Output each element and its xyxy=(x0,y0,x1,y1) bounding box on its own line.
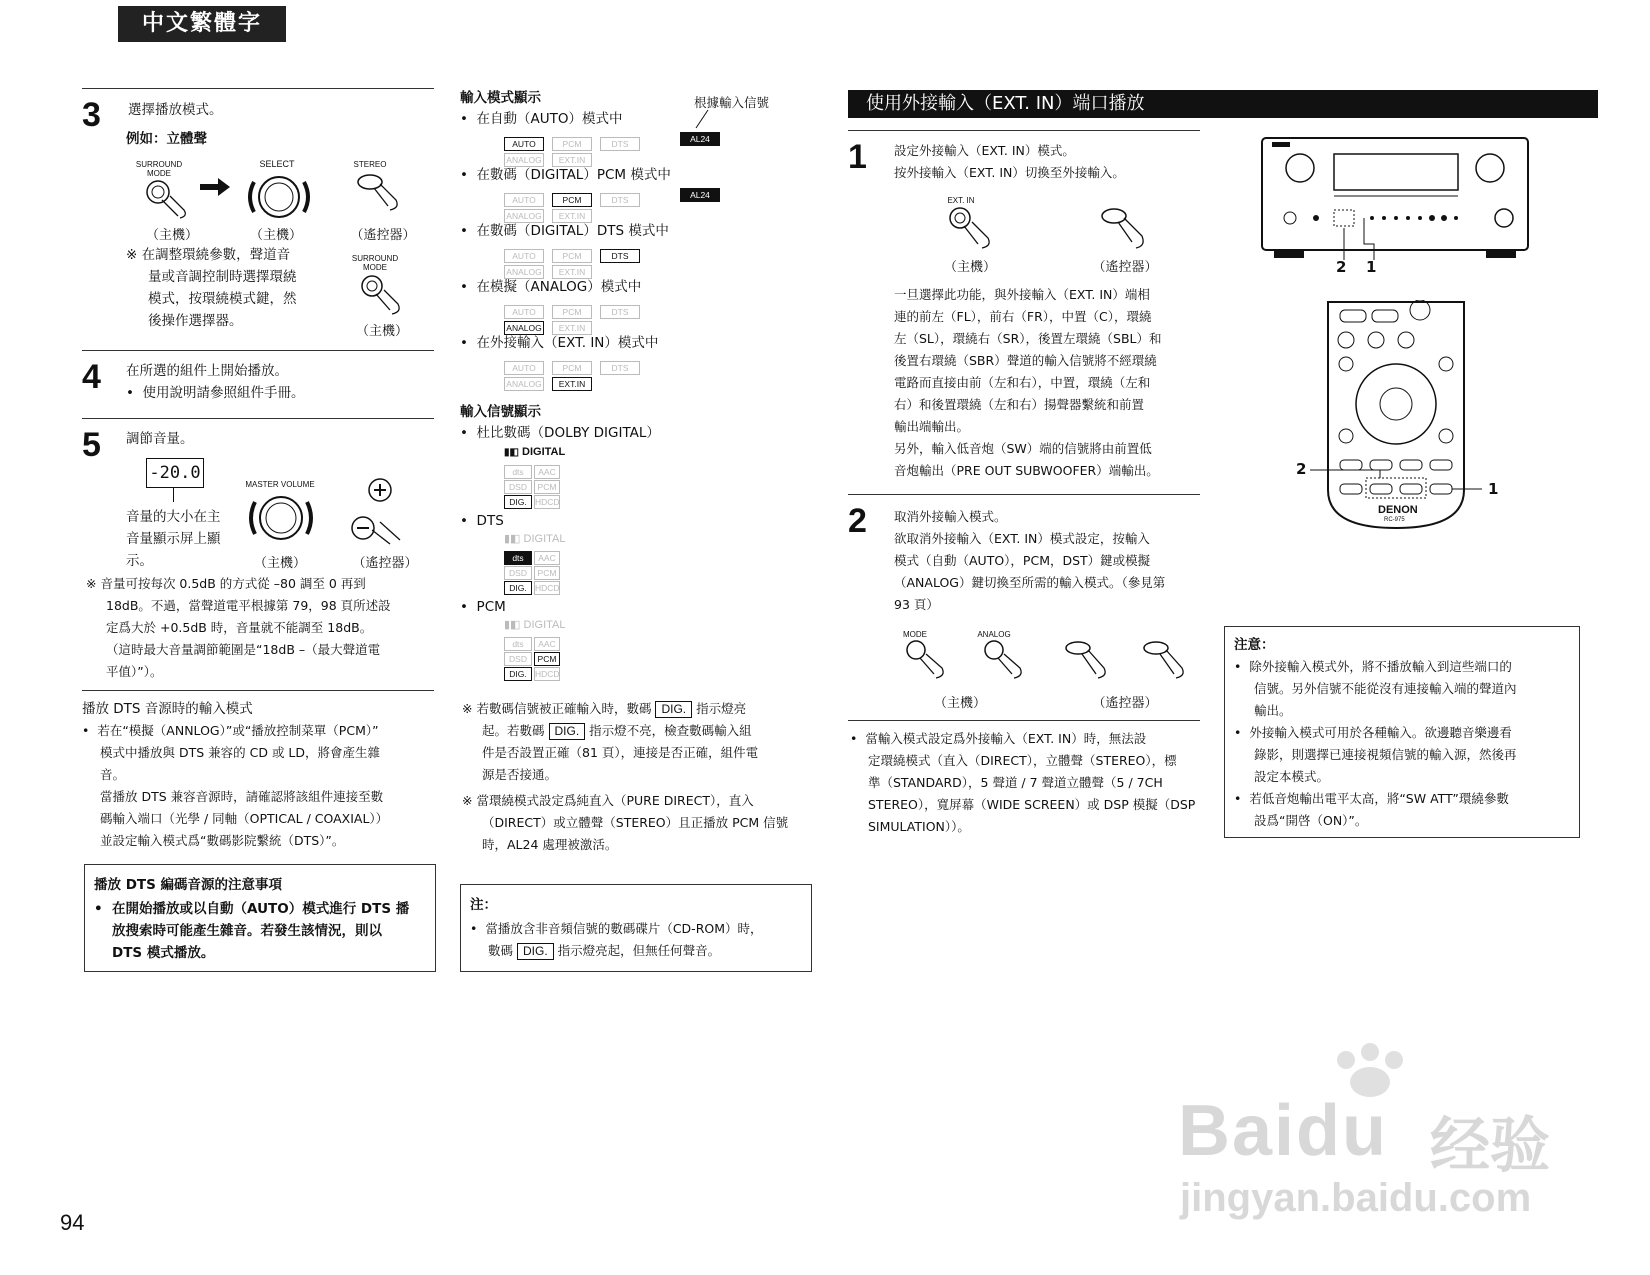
step1-desc-line: 音炮輸出（PRE OUT SUBWOOFER）端輸出。 xyxy=(894,463,1159,478)
signal-label: PCM xyxy=(476,599,506,615)
callout-number: 2 xyxy=(1296,460,1307,478)
caution-line: 放搜索時可能產生雜音。若發生該情況，則以 xyxy=(112,923,382,939)
step3-note-line: 模式，按環繞模式鍵，然 xyxy=(148,291,297,307)
divider xyxy=(848,130,1200,131)
caption-main-unit: （主機） xyxy=(249,228,302,243)
ind-extin: EXT.IN xyxy=(552,321,592,335)
indicator-row xyxy=(504,372,600,389)
note-text: 指示燈不亮，檢查數碼輸入組 xyxy=(589,723,752,738)
ext-in-label: EXT. IN xyxy=(947,196,975,205)
dts-line: • 若在“模擬（ANNLOG）”或“播放控制菜單（PCM）” xyxy=(82,723,379,738)
callout-number: 1 xyxy=(1488,480,1499,498)
step-number-5: 5 xyxy=(82,426,101,464)
step2-line: 93 頁） xyxy=(894,597,939,612)
note-box-line xyxy=(488,940,720,962)
callout-number: 2 xyxy=(1336,258,1347,276)
remote-analog-button-press-icon xyxy=(1142,640,1194,680)
arrow-right-icon xyxy=(198,176,232,198)
dts-line: 碼輸入端口（光學 / 同軸（OPTICAL / COAXIAL）） xyxy=(100,811,389,826)
remote-model: RC-975 xyxy=(1384,517,1405,523)
step2-line: 欲取消外接輸入（EXT. IN）模式設定，按輸入 xyxy=(894,531,1150,546)
note-box-title: 注： xyxy=(470,897,497,913)
ind-pcm: PCM xyxy=(552,137,592,151)
step4-text: 在所選的組件上開始播放。 xyxy=(126,363,288,379)
step5-note-line: （這時最大音量調節範圍是“18dB –（最大聲道電 xyxy=(106,642,381,657)
dts-line-text: 若在“模擬（ANNLOG）”或“播放控制菜單（PCM）” xyxy=(97,723,379,738)
ind-aac: AAC xyxy=(534,551,560,565)
remote-control-illustration xyxy=(1310,300,1482,532)
ind-auto: AUTO xyxy=(504,137,544,151)
note-text: 起。若數碼 xyxy=(482,723,545,738)
caution-title: 注意： xyxy=(1234,637,1275,653)
indicator-row xyxy=(504,561,568,578)
button-press-icon xyxy=(140,178,200,220)
step1-desc-line: 連的前左（FL），前右（FR），中置（C），環繞 xyxy=(894,309,1152,324)
ind-dsd: DSD xyxy=(504,652,532,666)
ind-hdcd: HDCD xyxy=(535,497,560,507)
caution-line: DTS 模式播放。 xyxy=(112,945,215,961)
step5-note-line: 18dB。不過，當聲道電平根據第 79，98 頁所述設 xyxy=(106,598,391,613)
right-bullet-line: 定環繞模式（直入（DIRECT），立體聲（STEREO），標 xyxy=(868,753,1177,768)
volume-plus-minus-icon xyxy=(350,478,420,548)
step1-desc-line: 另外，輸入低音炮（SW）端的信號將由前置低 xyxy=(894,441,1152,456)
ind-hdcd: HDCD xyxy=(535,583,560,593)
ind-dsd: DSD xyxy=(504,480,532,494)
step4-bullet: • 使用說明請參照組件手冊。 xyxy=(126,385,305,401)
ind-pcm: PCM xyxy=(534,480,560,494)
remote-ext-in-button-press-icon xyxy=(1098,206,1154,252)
indicator-row xyxy=(504,647,568,664)
ind-pcm: PCM xyxy=(552,249,592,263)
note-text: 指示燈亮 xyxy=(696,701,747,716)
signal-label: 杜比數碼（DOLBY DIGITAL） xyxy=(476,425,660,441)
dolby-digital-logo: ▮◧ DIGITAL xyxy=(504,619,566,631)
display-caption-line: 音量的大小在主 xyxy=(126,509,221,525)
dd-text: DIGITAL xyxy=(523,533,566,545)
divider xyxy=(82,690,434,691)
dd-text: DIGITAL xyxy=(522,446,566,458)
ind-auto: AUTO xyxy=(504,249,544,263)
remote-brand: DENON xyxy=(1378,504,1418,516)
mode-digital-dts: • 在數碼（DIGITAL）DTS 模式中 xyxy=(460,223,669,239)
mode-digital-pcm: • 在數碼（DIGITAL）PCM 模式中 xyxy=(460,167,671,183)
remote-mode-button-press-icon xyxy=(1064,640,1116,680)
middle-note-line: （DIRECT）或立體聲（STEREO）且正播放 PCM 信號 xyxy=(482,815,789,830)
indicator-row xyxy=(504,132,648,149)
indicator-row xyxy=(504,148,600,165)
step5-note-line: 平值）”）。 xyxy=(106,664,163,679)
indicator-row xyxy=(504,475,568,492)
watermark-url: jingyan.baidu.com xyxy=(1180,1176,1532,1220)
dig-indicator: DIG. xyxy=(549,723,586,740)
ind-pcm: PCM xyxy=(552,361,592,375)
caution-text: 除外接輸入模式外，將不播放輸入到這些端口的 xyxy=(1249,659,1512,674)
caption-main-unit: （主機） xyxy=(943,260,996,275)
indicator-row xyxy=(504,316,600,333)
analog-button-press-icon xyxy=(980,640,1032,680)
ind-extin: EXT.IN xyxy=(552,377,592,391)
note-text: 當播放含非音頻信號的數碼碟片（CD-ROM）時， xyxy=(485,921,763,936)
ind-extin: EXT.IN xyxy=(552,265,592,279)
caption-main-unit: （主機） xyxy=(145,228,198,243)
ind-dts: DTS xyxy=(600,361,640,375)
step1-line: 按外接輸入（EXT. IN）切換至外接輸入。 xyxy=(894,165,1125,180)
caption-remote: （遙控器） xyxy=(1092,696,1158,711)
page-number: 94 xyxy=(60,1210,85,1235)
volume-display: -20.0 xyxy=(146,458,204,488)
ind-dig: DIG. xyxy=(504,667,532,681)
select-label: SELECT xyxy=(259,159,295,169)
divider xyxy=(82,418,434,419)
indicator-row xyxy=(504,632,568,649)
step1-desc-line: 左（SL），環繞右（SR），後置左環繞（SBL）和 xyxy=(894,331,1162,346)
caution-line-text: 在開始播放或以自動（AUTO）模式進行 DTS 播 xyxy=(112,901,410,917)
dig-indicator: DIG. xyxy=(655,701,692,718)
ind-auto: AUTO xyxy=(504,305,544,319)
mode-analog: • 在模擬（ANALOG）模式中 xyxy=(460,279,642,295)
dig-indicator: DIG. xyxy=(517,943,554,960)
step5-note-line: ※ 音量可按每次 0.5dB 的方式從 –80 調至 0 再到 xyxy=(86,576,366,591)
right-bullet-line: STEREO），寬屏幕（WIDE SCREEN）或 DSP 模擬（DSP xyxy=(868,797,1196,812)
dolby-digital-logo: ▮◧ DIGITAL xyxy=(504,533,566,545)
stereo-label: STEREO xyxy=(353,160,387,169)
ind-pcm: PCM xyxy=(552,193,592,207)
button-press-icon xyxy=(358,274,410,316)
step-number-3: 3 xyxy=(82,96,101,134)
indicator-row xyxy=(504,576,568,593)
section-title-bar: 使用外接輸入（EXT. IN）端口播放 xyxy=(848,90,1598,118)
master-volume-label: MASTER VOLUME xyxy=(245,480,315,489)
watermark-brand: Baidu xyxy=(1178,1091,1389,1171)
mode-auto: • 在自動（AUTO）模式中 xyxy=(460,111,623,127)
signal-note: 根據輸入信號 xyxy=(694,95,770,110)
surround-mode-label: SURROUND MODE xyxy=(351,254,399,272)
middle-note-line: 件是否設置正確（81 頁），連接是否正確，組件電 xyxy=(482,745,759,760)
note-text: 指示燈亮起，但無任何聲音。 xyxy=(557,943,721,958)
step1-desc-line: 電路而直接由前（左和右），中置，環繞（左和 xyxy=(894,375,1151,390)
ext-in-button-press-icon xyxy=(946,206,1002,252)
select-knob-icon xyxy=(244,170,314,224)
dts-line: 當播放 DTS 兼容音源時，請確認將該組件連接至數 xyxy=(100,789,384,804)
ind-dts: DTS xyxy=(600,249,640,263)
mode-label: MODE xyxy=(903,630,927,639)
right-bullet-line: SIMULATION））。 xyxy=(868,819,970,834)
mode-ext-in: • 在外接輸入（EXT. IN）模式中 xyxy=(460,335,659,351)
step2-line: （ANALOG）鍵切換至所需的輸入模式。（參見第 xyxy=(894,575,1166,590)
step-number-1: 1 xyxy=(848,138,867,176)
mode-label: 在自動（AUTO）模式中 xyxy=(476,111,623,127)
analog-label: ANALOG xyxy=(977,630,1011,639)
caution-line: • 在開始播放或以自動（AUTO）模式進行 DTS 播 xyxy=(94,901,410,917)
display-caption-line: 音量顯示屏上顯 xyxy=(126,531,221,547)
ind-pcm: PCM xyxy=(534,652,560,666)
step2-line: 取消外接輸入模式。 xyxy=(894,509,1007,524)
caution-item-line: 設定本模式。 xyxy=(1254,769,1330,784)
ind-analog: ANALOG xyxy=(504,209,544,223)
ind-pcm: PCM xyxy=(534,566,560,580)
caption-main-unit: （主機） xyxy=(355,324,408,339)
ind-analog: ANALOG xyxy=(504,321,544,335)
ind-aac: AAC xyxy=(534,637,560,651)
ind-extin: EXT.IN xyxy=(552,153,592,167)
input-mode-title: 輸入模式顯示 xyxy=(460,90,541,106)
caution-item-line: 錄影，則選擇已連接視頻信號的輸入源，然後再 xyxy=(1254,747,1517,762)
ind-al24: AL24 xyxy=(680,132,720,146)
step1-desc-line: 輸出端輸出。 xyxy=(894,419,970,434)
caution-item-line: 信號。另外信號不能從沒有連接輸入端的聲道內 xyxy=(1254,681,1517,696)
mode-label: 在模擬（ANALOG）模式中 xyxy=(476,279,642,295)
ind-dsd: DSD xyxy=(504,566,532,580)
middle-note-line xyxy=(482,720,752,742)
ind-analog: ANALOG xyxy=(504,153,544,167)
step2-line: 模式（自動（AUTO），PCM，DST）鍵或模擬 xyxy=(894,553,1151,568)
step1-desc-line: 後置右環繞（SBR）聲道的輸入信號將不經環繞 xyxy=(894,353,1157,368)
caption-main-unit: （主機） xyxy=(933,696,986,711)
mode-button-press-icon xyxy=(902,640,954,680)
dts-section-title: 播放 DTS 音源時的輸入模式 xyxy=(82,701,253,717)
ind-dts-logo: dts xyxy=(504,465,532,479)
ind-extin: EXT.IN xyxy=(552,209,592,223)
signal-label: DTS xyxy=(476,513,504,529)
middle-note-line xyxy=(462,698,746,720)
middle-note-line: ※ 當環繞模式設定爲純直入（PURE DIRECT），直入 xyxy=(462,793,754,808)
ind-aac: AAC xyxy=(534,465,560,479)
step4-bullet-text: 使用說明請參照組件手冊。 xyxy=(142,385,305,401)
ind-dts-logo: dts xyxy=(504,637,532,651)
indicator-row xyxy=(504,300,648,317)
step-number-2: 2 xyxy=(848,502,867,540)
mode-label: 在外接輸入（EXT. IN）模式中 xyxy=(476,335,659,351)
mode-label: 在數碼（DIGITAL）DTS 模式中 xyxy=(476,223,669,239)
ind-analog: ANALOG xyxy=(504,265,544,279)
dts-line: 音。 xyxy=(100,767,126,782)
step-number-4: 4 xyxy=(82,358,101,396)
indicator-row xyxy=(504,260,600,277)
mode-label: 在數碼（DIGITAL）PCM 模式中 xyxy=(476,167,671,183)
dts-line: 模式中播放與 DTS 兼容的 CD 或 LD，將會產生雜 xyxy=(100,745,381,760)
ind-dts: DTS xyxy=(600,193,640,207)
step3-text: 選擇播放模式。 xyxy=(128,102,223,118)
caution-item-line: • 外接輸入模式可用於各種輸入。欲邊聽音樂邊看 xyxy=(1234,725,1512,740)
surround-mode-label: SURROUND MODE xyxy=(135,160,183,178)
caption-remote: （遙控器） xyxy=(1092,260,1158,275)
remote-button-press-icon xyxy=(354,170,406,216)
caution-text: 若低音炮輸出電平太高，將“SW ATT”環繞參數 xyxy=(1249,791,1509,806)
ind-al24: AL24 xyxy=(680,188,720,202)
leader-line xyxy=(173,488,174,502)
caution-item-line: 輸出。 xyxy=(1254,703,1292,718)
step1-desc-line: 右）和後置環繞（左和右）揚聲器繫統和前置 xyxy=(894,397,1145,412)
leader-line xyxy=(690,108,714,132)
caution-item-line: • 若低音炮輸出電平太高，將“SW ATT”環繞參數 xyxy=(1234,791,1509,806)
ind-pcm: PCM xyxy=(552,305,592,319)
indicator-row xyxy=(504,244,648,261)
caution-title: 播放 DTS 編碼音源的注意事項 xyxy=(94,877,283,893)
dts-line: 並設定輸入模式爲“數碼影院繫統（DTS）”。 xyxy=(100,833,345,848)
indicator-row xyxy=(504,546,568,563)
indicator-row xyxy=(504,356,648,373)
note-text: 數碼 xyxy=(488,943,514,958)
divider xyxy=(848,720,1200,721)
step1-desc-line: 一旦選擇此功能，與外接輸入（EXT. IN）端相 xyxy=(894,287,1150,302)
step1-line: 設定外接輸入（EXT. IN）模式。 xyxy=(894,143,1075,158)
right-bullet-line: 準（STANDARD），5 聲道 / 7 聲道立體聲（5 / 7CH xyxy=(868,775,1163,790)
signal-dolby: • 杜比數碼（DOLBY DIGITAL） xyxy=(460,425,660,441)
step5-text: 調節音量。 xyxy=(126,431,194,447)
ind-dig: DIG. xyxy=(504,581,532,595)
signal-pcm: • PCM xyxy=(460,599,506,615)
step3-note-line: 量或音調控制時選擇環繞 xyxy=(148,269,297,285)
dd-text: DIGITAL xyxy=(523,619,566,631)
ind-hdcd: HDCD xyxy=(535,669,560,679)
step3-note-line: 後操作選擇器。 xyxy=(148,313,243,329)
middle-note-line: 時，AL24 處理被激活。 xyxy=(482,837,618,852)
divider xyxy=(82,88,434,89)
watermark-cn: 经验 xyxy=(1430,1112,1550,1179)
ind-dig: DIG. xyxy=(504,495,532,509)
language-tab: 中文繁體字 xyxy=(118,6,286,42)
ind-dts: DTS xyxy=(600,137,640,151)
ind-auto: AUTO xyxy=(504,193,544,207)
caption-main-unit: （主機） xyxy=(253,556,306,571)
caution-item-line: • 除外接輸入模式外，將不播放輸入到這些端口的 xyxy=(1234,659,1512,674)
caption-remote: （遙控器） xyxy=(352,556,418,571)
ind-auto: AUTO xyxy=(504,361,544,375)
indicator-row xyxy=(504,460,568,477)
signal-dts: • DTS xyxy=(460,513,504,529)
note-text: ※ 若數碼信號被正確輸入時，數碼 xyxy=(462,701,652,716)
step3-example: 例如：立體聲 xyxy=(126,131,207,147)
indicator-row xyxy=(504,204,600,221)
volume-knob-icon xyxy=(244,490,318,546)
ind-dts: DTS xyxy=(600,305,640,319)
indicator-row xyxy=(504,662,568,679)
note-box-line: • 當播放含非音頻信號的數碼碟片（CD-ROM）時， xyxy=(470,921,763,936)
receiver-front-panel-illustration xyxy=(1260,136,1532,276)
ind-dts-logo: dts xyxy=(504,551,532,565)
indicator-row xyxy=(504,188,648,205)
display-caption-line: 示。 xyxy=(126,553,153,569)
bullet-text: 當輸入模式設定爲外接輸入（EXT. IN）時，無法設 xyxy=(865,731,1147,746)
input-signal-title: 輸入信號顯示 xyxy=(460,404,541,420)
middle-note-line: 源是否接通。 xyxy=(482,767,558,782)
caution-item-line: 設爲“開啓（ON）”。 xyxy=(1254,813,1368,828)
ind-analog: ANALOG xyxy=(504,377,544,391)
step5-note-line: 定爲大於 +0.5dB 時，音量就不能調至 18dB。 xyxy=(106,620,373,635)
dolby-digital-logo: ▮◧ DIGITAL xyxy=(504,446,566,458)
divider xyxy=(82,350,434,351)
step3-note-line: ※ 在調整環繞參數，聲道音 xyxy=(126,247,291,263)
indicator-row xyxy=(504,490,568,507)
caution-text: 外接輸入模式可用於各種輸入。欲邊聽音樂邊看 xyxy=(1249,725,1512,740)
caption-remote: （遙控器） xyxy=(350,228,416,243)
callout-number: 1 xyxy=(1366,258,1377,276)
right-bullet-line: • 當輸入模式設定爲外接輸入（EXT. IN）時，無法設 xyxy=(850,731,1147,746)
divider xyxy=(848,494,1200,495)
